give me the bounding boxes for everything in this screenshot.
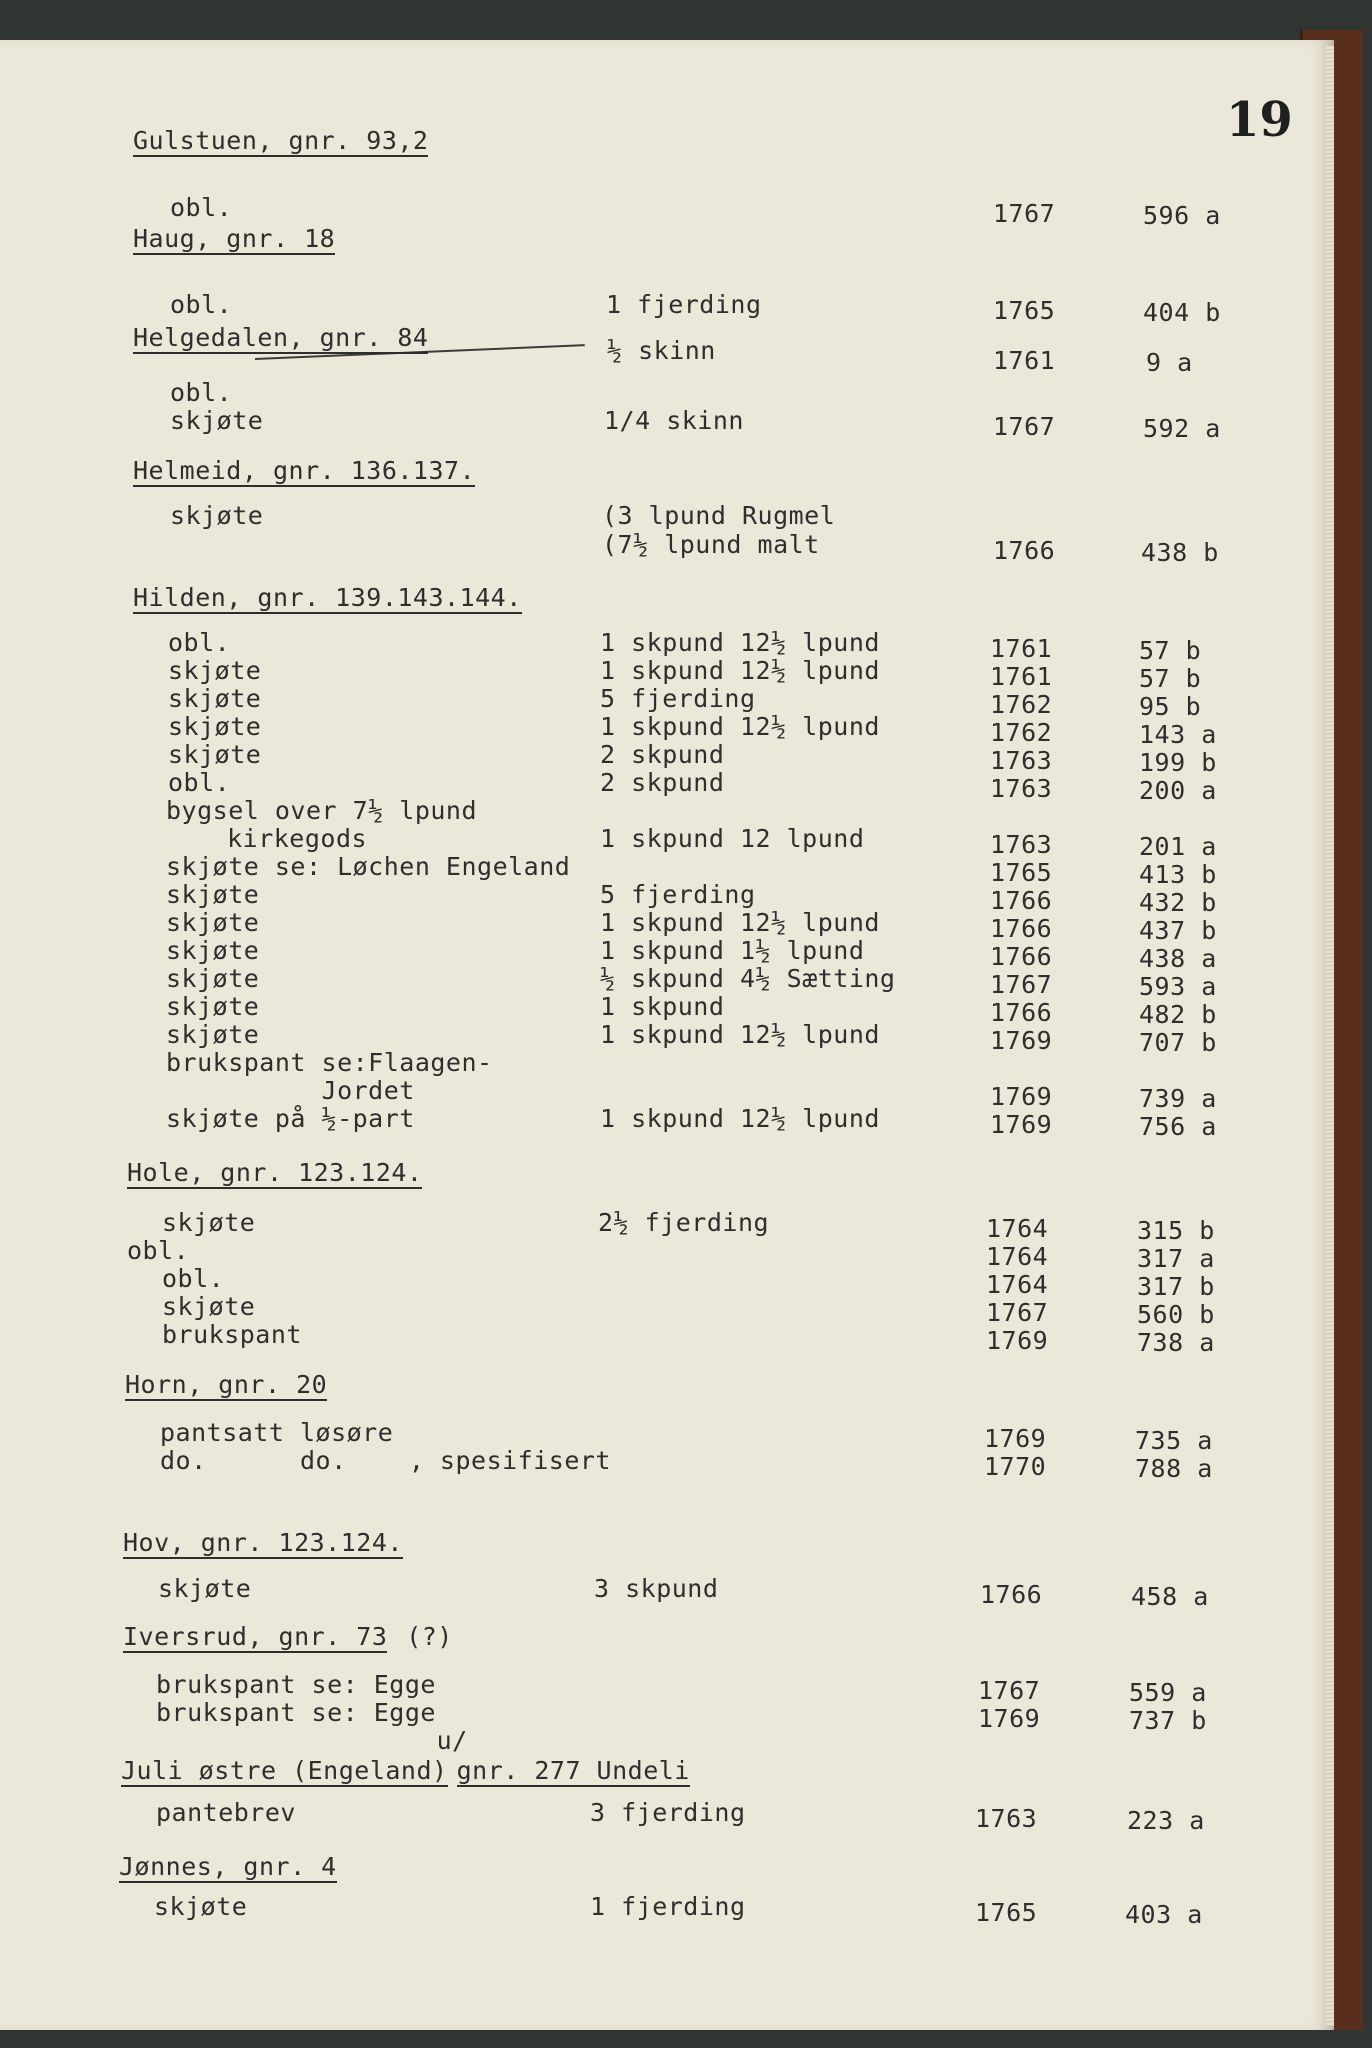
entry-year: 1767 bbox=[993, 412, 1056, 441]
entry-year: 1762 bbox=[990, 690, 1053, 719]
entry-title: Iversrud, gnr. 73 bbox=[123, 1622, 388, 1651]
entry-year: 1766 bbox=[990, 942, 1053, 971]
entry-reference: 57 b bbox=[1139, 636, 1202, 665]
entry-kind: skjøte se: Løchen Engeland bbox=[166, 852, 571, 881]
entry-reference: 432 b bbox=[1139, 888, 1217, 917]
entry-year: 1765 bbox=[975, 1898, 1038, 1927]
entry-year: 1763 bbox=[975, 1804, 1038, 1833]
entry-reference: 403 a bbox=[1125, 1900, 1203, 1929]
entry-title: Horn, gnr. 20 bbox=[125, 1370, 328, 1399]
entry-year: 1766 bbox=[990, 998, 1053, 1027]
entry-kind: do. do. , spesifisert bbox=[160, 1446, 611, 1475]
entry-year: 1764 bbox=[986, 1214, 1049, 1243]
entry-year: 1769 bbox=[990, 1082, 1053, 1111]
entry-quantity: 1 skpund 12½ lpund bbox=[600, 908, 880, 937]
entry-year: 1763 bbox=[990, 774, 1053, 803]
entry-reference: 143 a bbox=[1139, 720, 1217, 749]
entry-kind: bygsel over 7½ lpund bbox=[166, 796, 478, 825]
entry-quantity: 1 skpund 12½ lpund bbox=[600, 1104, 880, 1133]
entry-kind: skjøte bbox=[166, 992, 260, 1021]
entry-reference: 404 b bbox=[1143, 298, 1221, 327]
entry-kind: obl. bbox=[162, 1264, 225, 1293]
entry-reference: 317 b bbox=[1137, 1272, 1215, 1301]
entry-quantity: 1 fjerding bbox=[606, 290, 762, 319]
entry-kind: skjøte bbox=[162, 1208, 256, 1237]
entry-year: 1767 bbox=[978, 1676, 1041, 1705]
entry-reference: 756 a bbox=[1139, 1112, 1217, 1141]
entry-year: 1767 bbox=[993, 199, 1056, 228]
entry-kind: skjøte bbox=[170, 501, 264, 530]
entry-quantity: 1 skpund 12½ lpund bbox=[600, 1020, 880, 1049]
entry-kind: skjøte bbox=[166, 908, 260, 937]
entry-reference: 739 a bbox=[1139, 1084, 1217, 1113]
entry-year: 1765 bbox=[993, 296, 1056, 325]
entry-kind: skjøte bbox=[154, 1892, 248, 1921]
entry-title: Jønnes, gnr. 4 bbox=[119, 1852, 337, 1881]
entry-reference: 596 a bbox=[1143, 201, 1221, 230]
entry-year: 1766 bbox=[993, 536, 1056, 565]
entry-kind: skjøte bbox=[170, 406, 264, 435]
entry-kind: kirkegods bbox=[196, 824, 368, 853]
entry-kind: obl. bbox=[170, 193, 233, 222]
entry-year: 1762 bbox=[990, 718, 1053, 747]
entry-kind: obl. bbox=[168, 628, 231, 657]
entry-reference: 737 b bbox=[1129, 1706, 1207, 1735]
entry-kind: skjøte bbox=[166, 1020, 260, 1049]
entry-reference: 592 a bbox=[1143, 414, 1221, 443]
entry-kind: Jordet bbox=[166, 1076, 415, 1105]
entry-quantity: 3 skpund bbox=[594, 1574, 719, 1603]
entry-quantity: 2 skpund bbox=[600, 740, 725, 769]
entry-reference: 200 a bbox=[1139, 776, 1217, 805]
entry-reference: 9 a bbox=[1146, 348, 1193, 377]
entry-year: 1761 bbox=[990, 634, 1053, 663]
entry-title: Hov, gnr. 123.124. bbox=[123, 1528, 403, 1557]
entry-kind: brukspant se: Egge bbox=[156, 1698, 436, 1727]
entry-reference: 317 a bbox=[1137, 1244, 1215, 1273]
entry-kind: skjøte bbox=[162, 1292, 256, 1321]
entry-reference: 315 b bbox=[1137, 1216, 1215, 1245]
entry-title: Gulstuen, gnr. 93,2 bbox=[133, 126, 429, 155]
entry-reference: 788 a bbox=[1135, 1454, 1213, 1483]
entry-year: 1763 bbox=[990, 830, 1053, 859]
entry-kind: brukspant bbox=[162, 1320, 302, 1349]
entry-year: 1764 bbox=[986, 1242, 1049, 1271]
entry-reference: 482 b bbox=[1139, 1000, 1217, 1029]
entry-quantity: 1 skpund bbox=[600, 992, 725, 1021]
entry-reference: 560 b bbox=[1137, 1300, 1215, 1329]
entry-kind: skjøte bbox=[168, 684, 262, 713]
entry-quantity: 3 fjerding bbox=[590, 1798, 746, 1827]
entry-reference: 593 a bbox=[1139, 972, 1217, 1001]
entry-year: 1766 bbox=[990, 886, 1053, 915]
entry-quantity: 1/4 skinn bbox=[604, 406, 744, 435]
entry-reference: 458 a bbox=[1131, 1582, 1209, 1611]
entry-year: 1769 bbox=[986, 1326, 1049, 1355]
entry-kind: pantebrev bbox=[156, 1798, 296, 1827]
entry-year: 1769 bbox=[990, 1110, 1053, 1139]
entry-quantity: 2½ fjerding bbox=[598, 1208, 770, 1237]
entry-reference: 57 b bbox=[1139, 664, 1202, 693]
entry-quantity: 1 skpund 12½ lpund bbox=[600, 628, 880, 657]
entry-kind: pantsatt løsøre bbox=[160, 1418, 394, 1447]
entry-reference: 438 b bbox=[1141, 538, 1219, 567]
entry-year: 1769 bbox=[978, 1704, 1041, 1733]
entry-reference: 437 b bbox=[1139, 916, 1217, 945]
page-number: 19 bbox=[1226, 92, 1293, 148]
entry-year: 1765 bbox=[990, 858, 1053, 887]
entry-kind: obl. bbox=[127, 1236, 190, 1265]
entry-reference: 223 a bbox=[1127, 1806, 1205, 1835]
entry-kind: obl. bbox=[170, 378, 233, 407]
entry-quantity: ½ skinn bbox=[607, 336, 716, 365]
entry-quantity: ½ skpund 4½ Sætting bbox=[600, 964, 896, 993]
entry-quantity: 1 fjerding bbox=[590, 1892, 746, 1921]
entry-title: Hole, gnr. 123.124. bbox=[127, 1158, 423, 1187]
entry-title-note: (?) bbox=[406, 1622, 453, 1651]
entry-reference: 438 a bbox=[1139, 944, 1217, 973]
entry-kind: brukspant se: Egge bbox=[156, 1670, 436, 1699]
entry-reference: 199 b bbox=[1139, 748, 1217, 777]
entry-kind: skjøte bbox=[168, 740, 262, 769]
entry-kind: obl. bbox=[168, 768, 231, 797]
entry-quantity: 5 fjerding bbox=[600, 880, 756, 909]
entry-title: Haug, gnr. 18 bbox=[133, 224, 336, 253]
entry-year: 1766 bbox=[990, 914, 1053, 943]
entry-year: 1769 bbox=[984, 1424, 1047, 1453]
handwritten-mark: u/ bbox=[436, 1726, 468, 1755]
entry-title: Juli østre (Engeland) bbox=[121, 1756, 448, 1785]
entry-year: 1767 bbox=[990, 970, 1053, 999]
entry-quantity: 1 skpund 12½ lpund bbox=[600, 712, 880, 741]
entry-kind: obl. bbox=[170, 290, 233, 319]
entry-kind: brukspant se:Flaagen- bbox=[166, 1048, 493, 1077]
entry-kind: skjøte bbox=[158, 1574, 252, 1603]
entry-quantity: 5 fjerding bbox=[600, 684, 756, 713]
entry-year: 1766 bbox=[980, 1580, 1043, 1609]
entry-quantity: 1 skpund 12½ lpund bbox=[600, 656, 880, 685]
entry-year: 1770 bbox=[984, 1452, 1047, 1481]
entry-quantity: 1 skpund 12 lpund bbox=[600, 824, 865, 853]
entry-reference: 559 a bbox=[1129, 1678, 1207, 1707]
entry-quantity: 1 skpund 1½ lpund bbox=[600, 936, 865, 965]
entry-reference: 95 b bbox=[1139, 692, 1202, 721]
entry-reference: 738 a bbox=[1137, 1328, 1215, 1357]
entry-kind: skjøte bbox=[168, 712, 262, 741]
entry-year: 1767 bbox=[986, 1298, 1049, 1327]
entry-year: 1761 bbox=[990, 662, 1053, 691]
entry-quantity: (3 lpund Rugmel bbox=[602, 501, 836, 530]
entry-title-tail: gnr. 277 Undeli bbox=[456, 1756, 690, 1785]
entry-year: 1769 bbox=[990, 1026, 1053, 1055]
entry-title: Hilden, gnr. 139.143.144. bbox=[133, 583, 522, 612]
entry-quantity: 2 skpund bbox=[600, 768, 725, 797]
entry-title: Helmeid, gnr. 136.137. bbox=[133, 456, 476, 485]
entry-title: Helgedalen, gnr. 84 bbox=[133, 323, 429, 352]
page-edge bbox=[1326, 46, 1334, 2026]
entry-year: 1761 bbox=[993, 346, 1056, 375]
entry-kind: skjøte bbox=[166, 880, 260, 909]
entry-kind: skjøte bbox=[166, 964, 260, 993]
entry-reference: 201 a bbox=[1139, 832, 1217, 861]
entry-kind: skjøte bbox=[166, 936, 260, 965]
entry-reference: 413 b bbox=[1139, 860, 1217, 889]
entry-year: 1763 bbox=[990, 746, 1053, 775]
entry-year: 1764 bbox=[986, 1270, 1049, 1299]
entry-kind: skjøte på ½-part bbox=[166, 1104, 415, 1133]
entry-kind: skjøte bbox=[168, 656, 262, 685]
entry-reference: 735 a bbox=[1135, 1426, 1213, 1455]
entry-reference: 707 b bbox=[1139, 1028, 1217, 1057]
entry-quantity: (7½ lpund malt bbox=[602, 530, 820, 559]
